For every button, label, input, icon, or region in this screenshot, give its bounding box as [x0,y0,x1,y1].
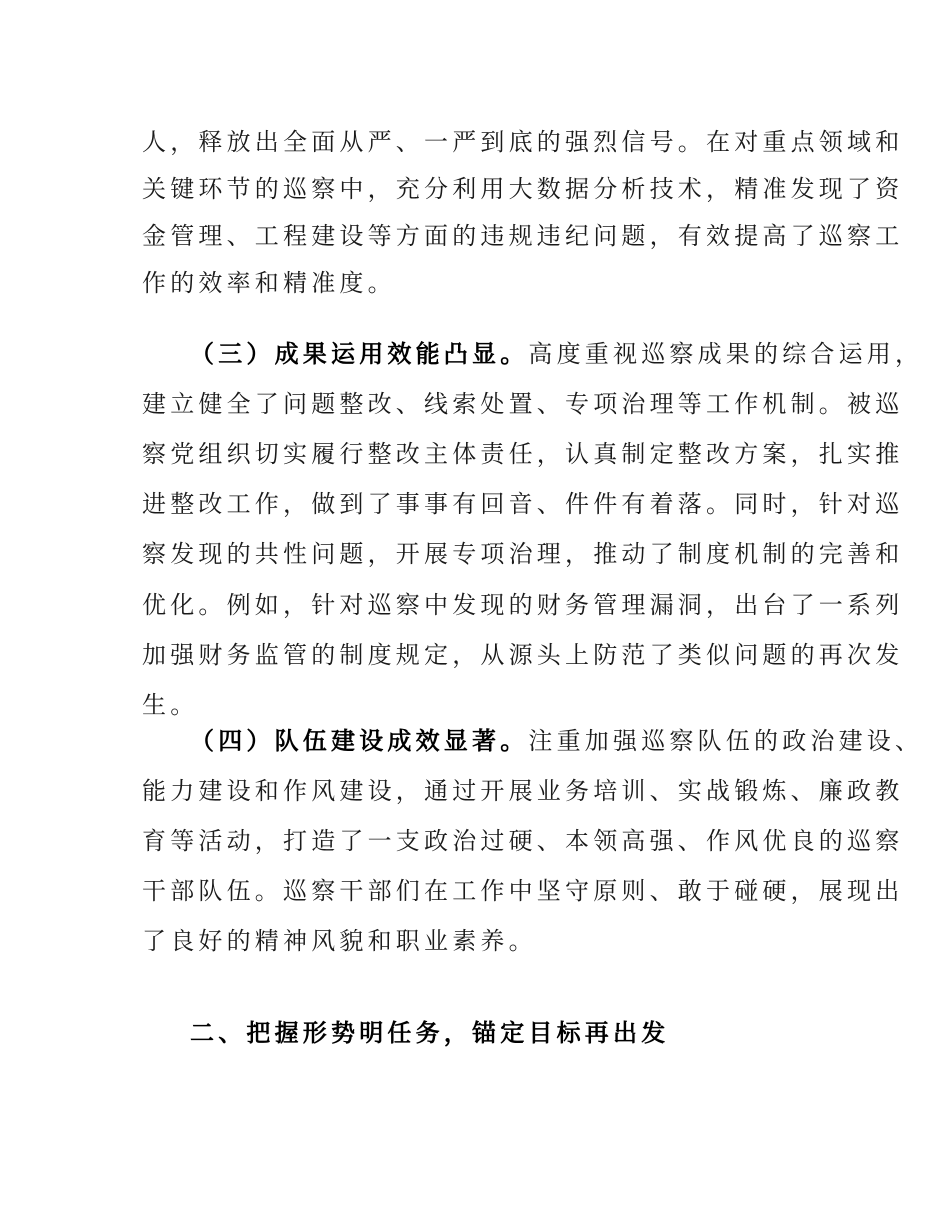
paragraph-line: 生。 [142,690,199,719]
paragraph-line: 作的效率和精准度。 [142,269,396,297]
paragraph-line: 建立健全了问题整改、线索处置、专项治理等工作机制。被巡 [142,390,904,419]
paragraph-line: 金管理、工程建设等方面的违规违纪问题，有效提高了巡察工 [142,222,904,250]
paragraph-line: 育等活动，打造了一支政治过硬、本领高强、作风优良的巡察 [142,827,904,855]
paragraph-line: 察党组织切实履行整改主体责任，认真制定整改方案，扎实推 [142,440,904,469]
section-lead-heading: （三）成果运用效能凸显。 [190,340,529,368]
section-lead-heading: （四）队伍建设成效显著。 [190,727,529,755]
paragraph-line: 加强财务监管的制度规定，从源头上防范了类似问题的再次发 [142,640,904,669]
paragraph-line: 干部队伍。巡察干部们在工作中坚守原则、敢于碰硬，展现出 [142,877,904,905]
paragraph-line: 优化。例如，针对巡察中发现的财务管理漏洞，出台了一系列 [142,590,904,619]
paragraph-line: 关键环节的巡察中，充分利用大数据分析技术，精准发现了资 [142,175,904,203]
paragraph-text: 注重加强巡察队伍的政治建设、 [528,727,924,755]
paragraph-line: 能力建设和作风建设，通过开展业务培训、实战锻炼、廉政教 [142,777,904,805]
paragraph-line: 人，释放出全面从严、一严到底的强烈信号。在对重点领域和 [142,128,904,156]
paragraph-text: 高度重视巡察成果的综合运用， [528,340,924,368]
paragraph-first-line [190,718,923,764]
section-heading: 二、把握形势明任务，锚定目标再出发 [190,1019,670,1047]
paragraph-line: 了良好的精神风貌和职业素养。 [142,927,537,955]
paragraph-first-line [190,331,923,377]
paragraph-line: 进整改工作，做到了事事有回音、件件有着落。同时，针对巡 [142,490,904,519]
paragraph-line: 察发现的共性问题，开展专项治理，推动了制度机制的完善和 [142,540,904,569]
